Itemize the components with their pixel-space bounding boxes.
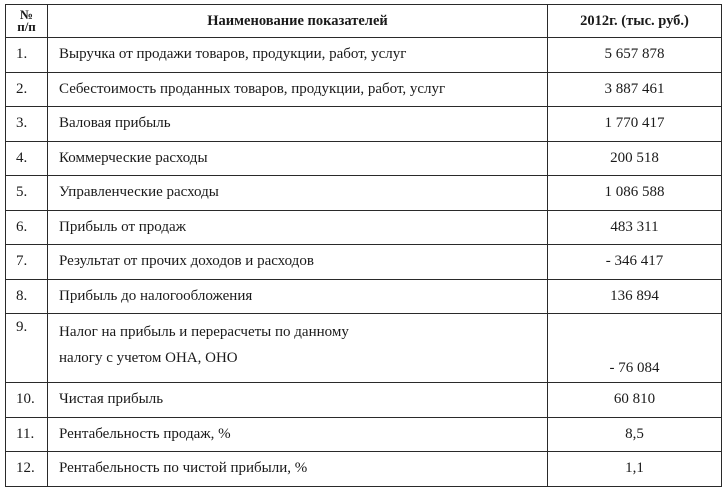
row-number: 2. — [6, 72, 48, 107]
row-value: 1,1 — [548, 452, 722, 487]
row-name: Коммерческие расходы — [48, 141, 548, 176]
table-row — [6, 417, 722, 452]
table-row — [6, 72, 722, 107]
row-number: 4. — [6, 141, 48, 176]
row-number: 7. — [6, 245, 48, 280]
row-value: - 76 084 — [548, 314, 722, 383]
row-value: 5 657 878 — [548, 38, 722, 73]
row-name: Выручка от продажи товаров, продукции, работ, услуг — [48, 38, 548, 73]
row-name — [48, 314, 548, 383]
header-number — [6, 5, 48, 38]
row-value: 60 810 — [548, 383, 722, 418]
table-row — [6, 38, 722, 73]
row-name: Рентабельность продаж, % — [48, 417, 548, 452]
row-value: 1 086 588 — [548, 176, 722, 211]
row-value: 136 894 — [548, 279, 722, 314]
row-name: Управленческие расходы — [48, 176, 548, 211]
row-number: 8. — [6, 279, 48, 314]
row-value: 483 311 — [548, 210, 722, 245]
table-row — [6, 383, 722, 418]
table-row — [6, 210, 722, 245]
row-name: Рентабельность по чистой прибыли, % — [48, 452, 548, 487]
header-number-line2: п/п — [17, 19, 36, 34]
header-number-line1: № — [19, 7, 34, 22]
header-value: 2012г. (тыс. руб.) — [548, 5, 722, 38]
table-row — [6, 279, 722, 314]
financial-indicators-table — [5, 4, 722, 487]
row-value: 3 887 461 — [548, 72, 722, 107]
row-name-line1: Налог на прибыль и перерасчеты по данному — [59, 324, 349, 340]
row-number: 1. — [6, 38, 48, 73]
row-name: Себестоимость проданных товаров, продукции, работ, услуг — [48, 72, 548, 107]
row-value: 8,5 — [548, 417, 722, 452]
row-value: 200 518 — [548, 141, 722, 176]
row-number: 9. — [6, 314, 48, 383]
row-number: 6. — [6, 210, 48, 245]
row-value: 1 770 417 — [548, 107, 722, 142]
row-name: Прибыль до налогообложения — [48, 279, 548, 314]
row-name: Результат от прочих доходов и расходов — [48, 245, 548, 280]
row-number: 3. — [6, 107, 48, 142]
header-indicator-name: Наименование показателей — [48, 5, 548, 38]
row-name-line2: налогу с учетом ОНА, ОНО — [59, 350, 238, 366]
table-row — [6, 107, 722, 142]
table-row — [6, 245, 722, 280]
table-row — [6, 176, 722, 211]
row-number: 10. — [6, 383, 48, 418]
row-value: - 346 417 — [548, 245, 722, 280]
row-number: 5. — [6, 176, 48, 211]
row-name: Чистая прибыль — [48, 383, 548, 418]
table-row — [6, 141, 722, 176]
table-row — [6, 452, 722, 487]
row-name: Валовая прибыль — [48, 107, 548, 142]
row-number: 12. — [6, 452, 48, 487]
table-row — [6, 314, 722, 383]
table-header-row — [6, 5, 722, 38]
row-number: 11. — [6, 417, 48, 452]
row-name: Прибыль от продаж — [48, 210, 548, 245]
